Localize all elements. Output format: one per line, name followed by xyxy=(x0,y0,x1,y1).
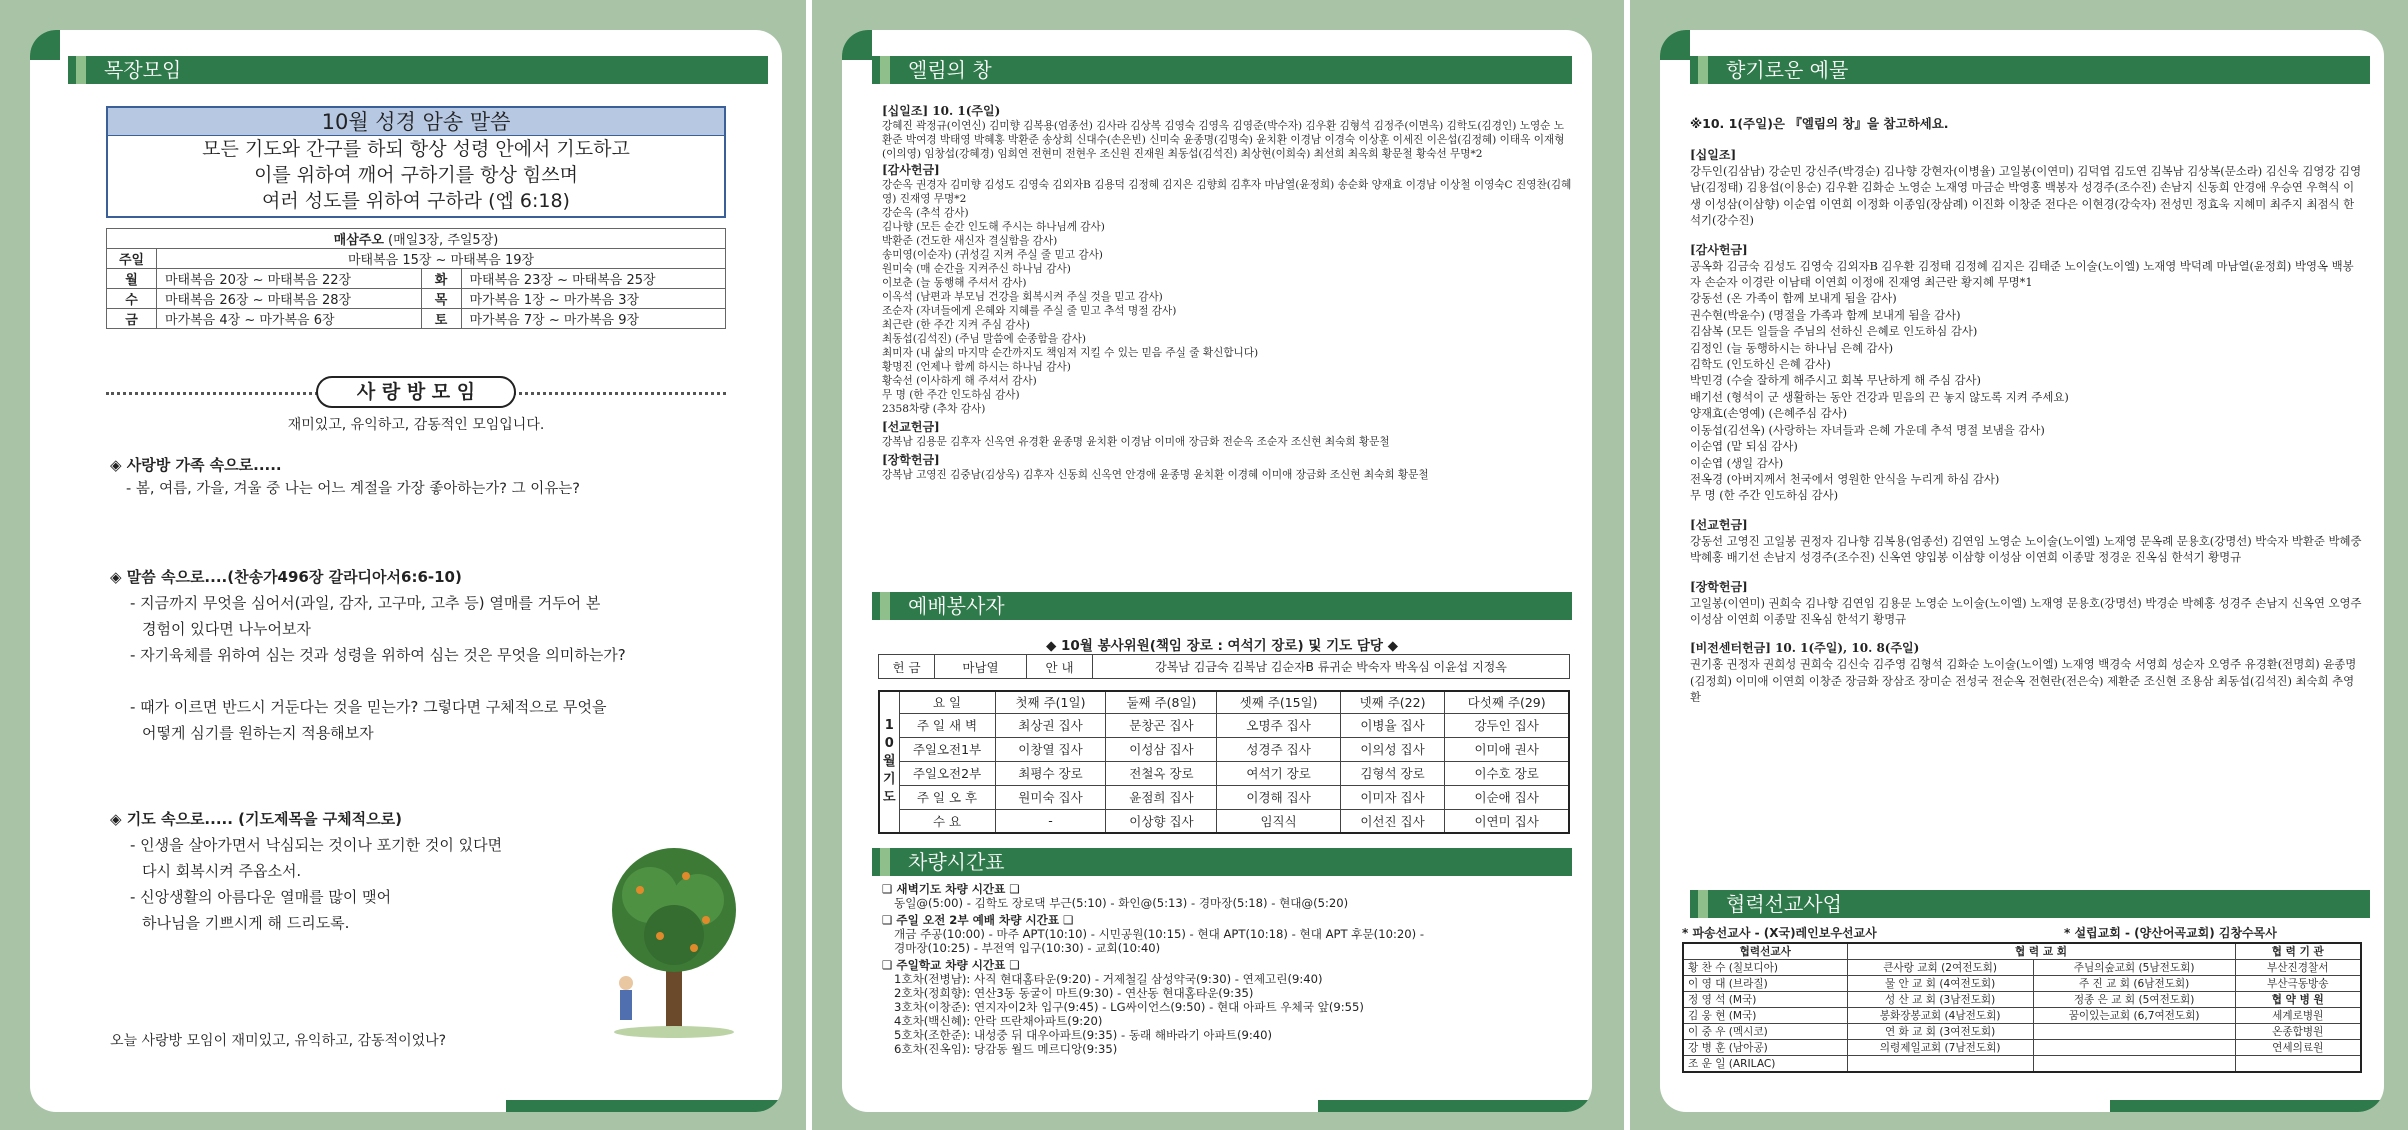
cell: 연세의료원 xyxy=(2235,1040,2361,1056)
offering-names: 강복남 김용문 김후자 신옥연 유경환 윤종명 윤치환 이경남 이미애 장금화 전순옥 조순자 조신현 최숙희 황문철 xyxy=(882,436,1390,448)
reading-range: 마태복음 20장 ~ 마태복음 22장 xyxy=(157,269,422,289)
cell: 주 진 교 회 (6남전도회) xyxy=(2033,976,2235,992)
day: 화 xyxy=(421,269,461,289)
section-line: 어떻게 심기를 원하는지 적용해보자 xyxy=(142,724,374,742)
cell xyxy=(2033,1040,2235,1056)
section-header: 향기로운 예물 xyxy=(1690,56,2370,84)
mt-head: 협 력 교 회 xyxy=(1847,943,2235,960)
offering-names: 고일봉(이연미) 권희숙 김나향 김연임 김용문 노영순 노이술(노이엘) 노재영 문용호(강명선) 박경순 박혜홍 성경주 손남지 신옥연 오영주 이성삼 이연희 이종말 진옥심 한석기 황명규 xyxy=(1690,595,2362,626)
middle-page xyxy=(842,30,1592,1112)
section-line: 하나님을 기쁘시게 해 드리도록. xyxy=(142,914,350,932)
section-line: - 자기육체를 위하여 심는 것과 성령을 위하여 심는 것은 무엇을 의미하는가? xyxy=(130,646,626,664)
cell: 이 영 대 (브라질) xyxy=(1683,976,1847,992)
cell: 여석기 장로 xyxy=(1217,761,1340,785)
cell: 원미숙 집사 xyxy=(995,785,1106,809)
cell: 꿈이있는교회 (6,7여전도회) xyxy=(2033,1008,2235,1024)
cell: 정종 은 교 회 (5여전도회) xyxy=(2033,992,2235,1008)
offering-label: [선교헌금] xyxy=(1690,517,1748,532)
cell: 연 화 교 회 (3여전도회) xyxy=(1847,1024,2033,1040)
offering-names: 강혜진 곽정규(이연신) 김미향 김복용(엄종선) 김사라 김상복 김영숙 김영옥 김영준(박수자) 김우환 김형석 김정주(이면옥) 김학도(김경인) 노영순 노환준 박여경 박태영 박혜홍 박환준 송상희 신대수(손은빈) 신미숙 윤종명(김명숙) 윤치환 이경남 이경숙 이상훈 이세진 이은섭(김정혜) 이태옥 이재형(이의영) 임창섭(강혜경) 임희연 전현미 전현우 조신원 진재원 최동섭(김석진) 최상현(이희숙) 최선희 최옥희 황문철 황숙선 무명*2 xyxy=(882,120,1565,160)
section-line xyxy=(110,668,750,694)
cell: 이연미 집사 xyxy=(1445,809,1569,833)
verse-title: 10월 성경 암송 말씀 xyxy=(108,108,724,136)
cell: 강복남 김금숙 김복남 김순자B 류귀순 박숙자 박옥심 이윤섭 지정옥 xyxy=(1093,655,1570,679)
meeting-subtitle: 재미있고, 유익하고, 감동적인 모임입니다. xyxy=(287,417,545,433)
grid-side xyxy=(879,691,899,833)
grid-row xyxy=(879,761,1569,785)
offering-names: 강두인(김삼남) 강순민 강신주(박경순) 김나향 강현자(이병율) 고일봉(이연미) 김덕엽 김도연 김복남 김상복(문소라) 김신욱 김영강 김영남(김정태) 김용섭(이용순) 김우환 김화순 노영순 노재영 마금순 박영홍 백봉자 성경주(조수진) 손남지 신동희 안경애 우승연 우혁식 이 생 이성삼(이삼향) 이순엽 이연희 이정화 이종임(장삼례) 이진화 이창준 전다은 이현경(강숙자) 전성민 정효욱 지혜미 최주지 최점식 한석기(강수진) xyxy=(1690,164,2362,228)
offering-label: [감사헌금] xyxy=(882,163,940,177)
cell: 마남열 xyxy=(935,655,1027,679)
verse-line: 모든 기도와 간구를 하되 항상 성령 안에서 기도하고 xyxy=(202,138,630,160)
cell: 주님의숲교회 (5남전도회) xyxy=(2033,960,2235,976)
cell: 이상향 집사 xyxy=(1106,809,1217,833)
reading-range: 마태복음 26장 ~ 마태복음 28장 xyxy=(157,289,422,309)
section-line: - 인생을 살아가면서 낙심되는 것이나 포기한 것이 있다면 xyxy=(130,836,503,854)
cell: 안 내 xyxy=(1027,655,1093,679)
bus-line: 개금 주공(10:00) - 마주 APT(10:10) - 시민공원(10:15) - 현대 APT(10:18) - 현대 APT 후문(10:20) - xyxy=(894,927,1425,941)
bus-line: 3호차(이창준): 연지자이2차 입구(9:45) - LG싸이언스(9:50) - 현대 아파트 우체국 앞(9:55) xyxy=(894,1000,1364,1014)
cell: 물 안 교 회 (4여전도회) xyxy=(1847,976,2033,992)
reading-title xyxy=(107,229,726,249)
cell: 부산진경찰서 xyxy=(2235,960,2361,976)
bus-line: 5호차(조한준): 내성중 뒤 대우아파트(9:35) - 동래 해바라기 아파트(9:40) xyxy=(894,1028,1273,1042)
reading-range: 마태복음 15장 ~ 마태복음 19장 xyxy=(157,249,726,269)
cell: 부산극동방송 xyxy=(2235,976,2361,992)
cell: 정 영 석 (M국) xyxy=(1683,992,1847,1008)
reading-range: 마가복음 7장 ~ 마가복음 9장 xyxy=(461,309,726,329)
cell: 주일오전1부 xyxy=(899,737,995,761)
offering-names: 강순옥 권경자 김미향 김성도 김영숙 김외자B 김용덕 김정혜 김지은 김향희 김후자 마남열(윤정희) 송순화 양재효 이경남 이상철 이영숙C 진영찬(김혜영) 진재영 무명*2 강순옥 (추석 감사) 김나향 (모든 순간 인도해 주시는 하나님께 감사) 박환준 (건도한 새신자 결실함을 감사) 송미영(이순자) (귀성길 지켜 주실 줄 믿고 감사) 원미숙 (매 순간을 지켜주신 하나님 감사) 이보춘 (늘 동행해 주셔서 감사) 이옥석 (남편과 부모님 건강을 회복시켜 주실 것을 믿고 감사) 조순자 (자녀들에게 은혜와 지혜를 주실 줄 믿고 추석 명절 감사) 최근란 (한 주간 지켜 주심 감사) 최동섭(김석진) (주님 말씀에 순종함을 감사) 최미자 (내 삶의 마지막 순간까지도 책임져 지킬 수 있는 믿음 주실 줄 확신합니다) 황명진 (언제나 함께 하시는 하나님 감사) 황숙선 (이사하게 해 주셔서 감사) 무 명 (한 주간 인도하심 감사) 2358차량 (추차 감사) xyxy=(882,179,1572,415)
cell: 주 일 새 벽 xyxy=(899,713,995,737)
note: ※10. 1(주일)은 『엘림의 창』을 참고하세요. xyxy=(1690,116,1949,131)
reading-range: 마가복음 4장 ~ 마가복음 6장 xyxy=(157,309,422,329)
mt-row xyxy=(1683,1040,2361,1056)
offering-label: [감사헌금] xyxy=(1690,242,1748,257)
accent-corner xyxy=(842,30,872,60)
cell: 성경주 집사 xyxy=(1217,737,1340,761)
grid-head: 넷째 주(22) xyxy=(1340,691,1445,713)
grid-row xyxy=(879,785,1569,809)
grid-side-text: 10월기도 xyxy=(882,718,896,805)
cell: 주일오전2부 xyxy=(899,761,995,785)
day: 월 xyxy=(107,269,157,289)
bus-title: ❑ 주일학교 차량 시간표 ❑ xyxy=(882,958,1020,972)
section-line: - 지금까지 무엇을 심어서(과일, 감자, 고구마, 고추 등) 열매를 거두어 본 xyxy=(130,594,601,612)
accent-bottom xyxy=(2110,1100,2384,1112)
offering-names: 권기홍 권정자 권희성 권희숙 김신숙 김주영 김형석 김화순 노이술(노이엘) 노재영 백경숙 서영희 성순자 오영주 유경환(전명희) 윤종명(김정희) 이미애 이연희 이창준 장금화 장삼조 장미순 전성국 전순옥 전현란(전은숙) 제환준 조신현 조용삼 최동섭(김석진) 최숙희 추영환 xyxy=(1690,657,2357,705)
cell: 조 운 일 (ARILAC) xyxy=(1683,1056,1847,1073)
reading-range: 마태복음 23장 ~ 마태복음 25장 xyxy=(461,269,726,289)
verse-box xyxy=(106,106,726,218)
cell: 오명주 집사 xyxy=(1217,713,1340,737)
day: 목 xyxy=(421,289,461,309)
grid-head: 셋째 주(15일) xyxy=(1217,691,1340,713)
cell: - xyxy=(995,809,1106,833)
cell xyxy=(2235,1056,2361,1073)
closing-text: 오늘 사랑방 모임이 재미있고, 유익하고, 감동적이었나? xyxy=(110,1033,447,1049)
offering-list xyxy=(1690,146,2364,706)
section-word xyxy=(110,564,750,746)
cell: 이수호 장로 xyxy=(1445,761,1569,785)
verse-line: 여러 성도를 위하여 구하라 (엡 6:18) xyxy=(262,190,570,212)
cell: 이성삼 집사 xyxy=(1106,737,1217,761)
cell: 윤점희 집사 xyxy=(1106,785,1217,809)
section-header: 목장모임 xyxy=(68,56,768,84)
cell: 이경해 집사 xyxy=(1217,785,1340,809)
section-title: ◈ 사랑방 가족 속으로..... xyxy=(110,456,282,474)
cell: 성 산 교 회 (3남전도회) xyxy=(1847,992,2033,1008)
bus-line: 1호차(전병남): 사직 현대홈타운(9:20) - 거제철길 삼성약국(9:30) - 연제고린(9:40) xyxy=(894,972,1323,986)
cell: 봉화장봉교회 (4남전도회) xyxy=(1847,1008,2033,1024)
section-header: 차량시간표 xyxy=(872,848,1572,876)
cell xyxy=(2033,1024,2235,1040)
cell: 강 병 훈 (남아공) xyxy=(1683,1040,1847,1056)
cell: 임직식 xyxy=(1217,809,1340,833)
mt-row xyxy=(1683,960,2361,976)
mt-head: 협 력 기 관 xyxy=(2235,943,2361,960)
offering-list xyxy=(882,102,1574,482)
reading-range: 마가복음 1장 ~ 마가복음 3장 xyxy=(461,289,726,309)
accent-corner xyxy=(30,30,60,60)
prayer-grid xyxy=(878,690,1570,834)
accent-bottom xyxy=(1318,1100,1592,1112)
cell: 이순애 집사 xyxy=(1445,785,1569,809)
offering-label: [장학헌금] xyxy=(882,453,940,467)
mt-row xyxy=(1683,976,2361,992)
offering-names: 공옥화 김금숙 김성도 김영숙 김외자B 김우환 김정태 김정혜 김지은 김태준 노이술(노이엘) 노재영 박덕례 마남열(윤정희) 박영옥 백봉자 손순자 이경란 이남태 이연희 이정애 진재영 최근란 황지혜 무명*1 강동선 (온 가족이 함께 보내게 됨을 감사) 권수현(박윤수) (명절을 가족과 함께 보내게 됨을 감사) 김삼복 (모든 일들을 주님의 선하신 은혜로 인도하심 감사) 김정인 (늘 동행하시는 하나님 은혜 감사) 김학도 (인도하신 은혜 감사) 박민경 (수술 잘하게 해주시고 회복 무난하게 해 주심 감사) 배기선 (형석이 군 생활하는 동안 건강과 믿음의 끈 놓지 않도록 지켜 주세요) 양재효(손영예) (은혜주심 감사) 이동섭(김선옥) (사랑하는 자녀들과 은혜 가운데 추석 명절 보냄을 감사) 이순엽 (맡 되심 감사) 이순엽 (생일 감사) 전옥경 (아버지께서 천국에서 영원한 안식을 누리게 하심 감사) 무 명 (한 주간 인도하심 감사) xyxy=(1690,258,2354,503)
section-header: 협력선교사업 xyxy=(1690,890,2370,918)
accent-corner xyxy=(1660,30,1690,60)
tree-illustration xyxy=(600,840,750,1040)
bus-schedule xyxy=(882,882,1582,1056)
cell: 최평수 장로 xyxy=(995,761,1106,785)
serve-table xyxy=(878,654,1570,679)
cell: 이선진 집사 xyxy=(1340,809,1445,833)
day: 수 xyxy=(107,289,157,309)
bus-line: 2호차(정희향): 연산3동 동굴이 마트(9:30) - 연산동 현대홈타운(9:35) xyxy=(894,986,1254,1000)
day: 주일 xyxy=(107,249,157,269)
cell: 이의성 집사 xyxy=(1340,737,1445,761)
section-line: 다시 회복시켜 주옵소서. xyxy=(142,862,302,880)
mission-table xyxy=(1682,942,2362,1073)
mt-head: 협력선교사 xyxy=(1683,943,1847,960)
cell: 큰사랑 교회 (2여전도회) xyxy=(1847,960,2033,976)
mt-row xyxy=(1683,1024,2361,1040)
verse-line: 이를 위하여 깨어 구하기를 항상 힘쓰며 xyxy=(254,164,578,186)
grid-head: 둘째 주(8일) xyxy=(1106,691,1217,713)
section-family xyxy=(110,454,750,502)
bus-line: 6호차(진옥임): 당감동 월드 메르디앙(9:35) xyxy=(894,1042,1118,1056)
grid-row xyxy=(879,809,1569,833)
offering-label: [장학헌금] xyxy=(1690,579,1748,594)
section-line: 경험이 있다면 나누어보자 xyxy=(142,620,311,638)
section-prayer xyxy=(110,806,670,936)
bus-line: 동일@(5:00) - 김학도 장로댁 부근(5:10) - 화인@(5:13) - 경마장(5:18) - 현대@(5:20) xyxy=(894,896,1349,910)
accent-bottom xyxy=(506,1100,782,1112)
cell: 의령제일교회 (7남전도회) xyxy=(1847,1040,2033,1056)
cell xyxy=(1847,1056,2033,1073)
cell: 전철옥 장로 xyxy=(1106,761,1217,785)
cell: 최상권 집사 xyxy=(995,713,1106,737)
offering-label: [선교헌금] xyxy=(882,420,940,434)
cell: 온종합병원 xyxy=(2235,1024,2361,1040)
section-title: ◈ 말씀 속으로....(찬송가496장 갈라디아서6:6-10) xyxy=(110,568,462,586)
cell: 이미애 권사 xyxy=(1445,737,1569,761)
cell: 수 요 xyxy=(899,809,995,833)
cell: 강두인 집사 xyxy=(1445,713,1569,737)
mission-left: * 파송선교사 - (X국)레인보우선교사 xyxy=(1682,926,1877,940)
cell: 이미자 집사 xyxy=(1340,785,1445,809)
cell: 문창곤 집사 xyxy=(1106,713,1217,737)
cell: 김 웅 현 (M국) xyxy=(1683,1008,1847,1024)
section-line: - 신앙생활의 아름다운 열매를 많이 맺어 xyxy=(130,888,392,906)
mt-row xyxy=(1683,992,2361,1008)
cell xyxy=(2033,1056,2235,1073)
grid-row xyxy=(879,713,1569,737)
grid-head: 다섯째 주(29) xyxy=(1445,691,1569,713)
meeting-title: 사 랑 방 모 임 xyxy=(316,376,516,408)
section-line: - 때가 이르면 반드시 거둔다는 것을 믿는가? 그렇다면 구체적으로 무엇을 xyxy=(130,698,607,716)
cell: 협 약 병 원 xyxy=(2235,992,2361,1008)
offering-label: [십일조] xyxy=(1690,148,1737,162)
cell: 헌 금 xyxy=(879,655,935,679)
offering-label: [비전센터헌금] 10. 1(주일), 10. 8(주일) xyxy=(1690,641,1920,656)
section-header: 엘림의 창 xyxy=(872,56,1572,84)
right-page xyxy=(1660,30,2384,1112)
day: 토 xyxy=(421,309,461,329)
section-title: ◈ 기도 속으로..... (기도제목을 구체적으로) xyxy=(110,810,402,828)
reading-title-text: 매삼주오 xyxy=(333,233,384,248)
grid-row xyxy=(879,737,1569,761)
reading-table xyxy=(106,228,726,329)
section-header: 예배봉사자 xyxy=(872,592,1572,620)
bus-line: 경마장(10:25) - 부전역 입구(10:30) - 교회(10:40) xyxy=(894,941,1161,955)
left-page xyxy=(30,30,782,1112)
reading-sub: (매일3장, 주일5장) xyxy=(388,233,499,248)
mission-right: * 설립교회 - (양산어곡교회) 김창수목사 xyxy=(2064,926,2277,940)
offering-label: [십일조] 10. 1(주일) xyxy=(882,104,1001,118)
bus-title: ❑ 새벽기도 차량 시간표 ❑ xyxy=(882,882,1020,896)
cell: 이병율 집사 xyxy=(1340,713,1445,737)
offering-names: 강복남 고영진 김중남(김상옥) 김후자 신동희 신옥연 안경애 윤종명 윤치환 이경혜 이미애 장금화 조신현 최숙희 황문철 xyxy=(882,469,1429,481)
grid-head: 요 일 xyxy=(899,691,995,713)
cell: 주 일 오 후 xyxy=(899,785,995,809)
grid-head: 첫째 주(1일) xyxy=(995,691,1106,713)
serve-title: ◆ 10월 봉사위원(책임 장로 : 여석기 장로) 및 기도 담당 ◆ xyxy=(1045,638,1399,654)
cell: 이 중 우 (멕시코) xyxy=(1683,1024,1847,1040)
mt-row xyxy=(1683,1008,2361,1024)
offering-names: 강동선 고영진 고일봉 권정자 김나향 김복용(엄종선) 김연임 노영순 노이술(노이엘) 노재영 문옥례 문용호(강명선) 박숙자 박환준 박혜중 박혜홍 배기선 손남지 성경주(조수진) 신옥연 양입봉 이삼향 이성삼 이연희 이종말 정경운 진옥심 한석기 황명규 xyxy=(1690,533,2362,565)
mt-row xyxy=(1683,1056,2361,1073)
bus-line: 4호차(백신혜): 안락 뜨란채아파트(9:20) xyxy=(894,1014,1103,1028)
day: 금 xyxy=(107,309,157,329)
bus-title: ❑ 주일 오전 2부 예배 차량 시간표 ❑ xyxy=(882,913,1074,927)
cell: 황 찬 수 (칠보디아) xyxy=(1683,960,1847,976)
cell: 세계로병원 xyxy=(2235,1008,2361,1024)
cell: 이창열 집사 xyxy=(995,737,1106,761)
cell: 김형석 장로 xyxy=(1340,761,1445,785)
section-line: - 봄, 여름, 가을, 겨울 중 나는 어느 계절을 가장 좋아하는가? 그 이유는? xyxy=(126,481,580,497)
